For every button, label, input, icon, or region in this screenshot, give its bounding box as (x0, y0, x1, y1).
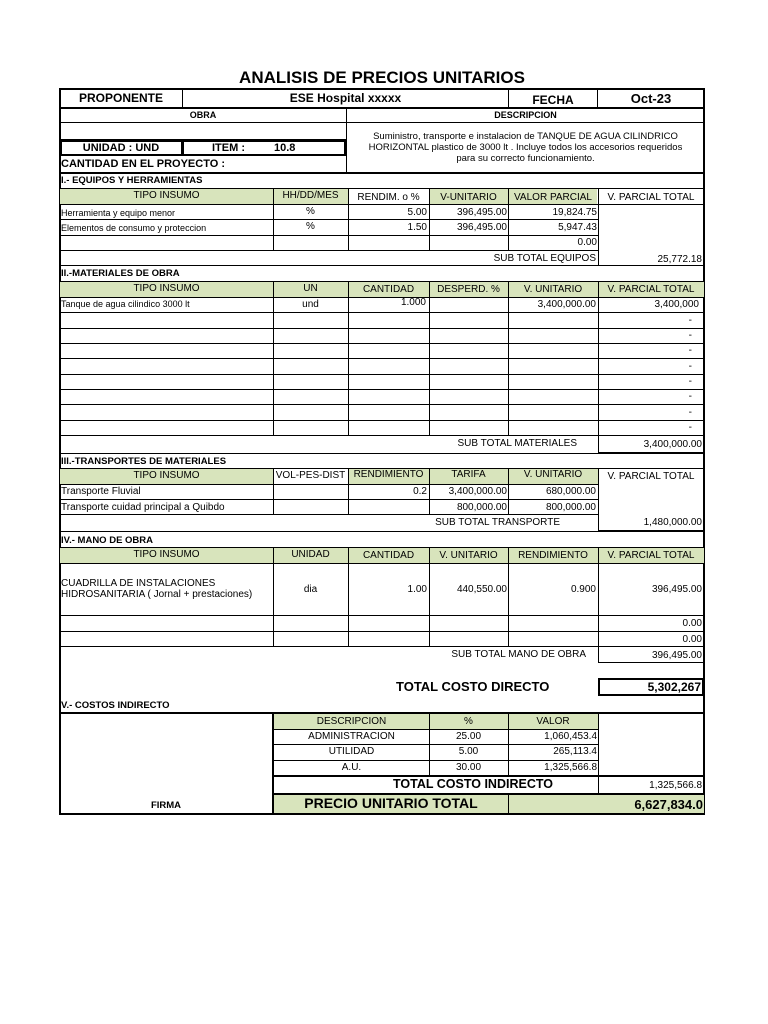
equipo-desc: Herramienta y equipo menor (61, 208, 176, 218)
col-header: UN (303, 283, 318, 294)
divider (274, 729, 598, 730)
material-total: - (688, 407, 692, 418)
cuadrilla-desc-line2: HIDROSANITARIA ( Jornal + prestaciones) (61, 589, 253, 600)
col-header: TIPO INSUMO (133, 549, 200, 560)
divider (60, 204, 704, 205)
material-total: 3,400,000 (654, 299, 699, 310)
col-header: % (464, 716, 473, 727)
fecha-value: Oct-23 (630, 91, 672, 106)
firma-label: FIRMA (150, 800, 182, 811)
transporte-rend: 0.2 (413, 486, 427, 497)
divider (60, 563, 704, 564)
fecha-label: FECHA (532, 93, 574, 107)
indirecto-pct: 25.00 (455, 731, 482, 742)
cuadrilla-rendimiento: 0.900 (570, 584, 596, 595)
mano-obra-total: 0.00 (682, 618, 702, 629)
material-unit: und (302, 299, 319, 310)
transporte-vunit: 680,000.00 (545, 486, 596, 497)
proponente-label: PROPONENTE (78, 91, 163, 105)
cuadrilla-unidad: dia (303, 584, 318, 595)
indirecto-desc: UTILIDAD (328, 746, 375, 757)
col-header: VALOR PARCIAL (514, 192, 592, 203)
col-header: TIPO INSUMO (133, 190, 200, 201)
material-total: - (688, 391, 692, 402)
divider (429, 281, 430, 435)
col-header: V. PARCIAL TOTAL (607, 192, 695, 203)
equipo-rend: 5.00 (407, 207, 427, 218)
equipo-vparcial: 0.00 (577, 237, 597, 248)
equipo-unit: % (306, 221, 315, 232)
col-header: V. UNITARIO (439, 550, 498, 561)
total-costo-indirecto-label: TOTAL COSTO INDIRECTO (393, 777, 553, 791)
divider (273, 547, 274, 646)
col-header: DESPERD. % (437, 284, 500, 295)
col-header: TIPO INSUMO (133, 470, 200, 481)
col-header: DESCRIPCION (316, 716, 387, 727)
subtotal-equipos-label: SUB TOTAL EQUIPOS (493, 253, 596, 264)
divider (60, 122, 704, 123)
section-materiales-title: II.-MATERIALES DE OBRA (61, 268, 180, 279)
equipo-vunit: 396,495.00 (456, 222, 507, 233)
proponente-value: ESE Hospital xxxxx (289, 91, 402, 105)
col-header: V. PARCIAL TOTAL (607, 471, 695, 482)
material-total: - (688, 330, 692, 341)
col-header: V. PARCIAL TOTAL (607, 284, 695, 295)
material-vunit: 3,400,000.00 (537, 299, 596, 310)
divider (60, 107, 704, 109)
col-header: RENDIMIENTO (518, 550, 588, 561)
divider (60, 219, 598, 220)
divider (60, 281, 704, 282)
col-header: UNIDAD (291, 549, 330, 560)
material-cantidad: 1.000 (400, 297, 426, 308)
unidad-label: UNIDAD : UND (82, 142, 160, 154)
total-costo-directo-value: 5,302,267 (647, 680, 701, 694)
total-costo-indirecto-value: 1,325,566.8 (649, 780, 702, 791)
divider (60, 615, 704, 616)
cuadrilla-total: 396,495.00 (651, 584, 702, 595)
indirecto-valor: 1,325,566.8 (544, 762, 597, 773)
descripcion-line: para su correcto funcionamiento. (456, 153, 595, 164)
item-label: ITEM : (212, 142, 245, 154)
col-header: V. PARCIAL TOTAL (607, 550, 695, 561)
material-total: - (688, 376, 692, 387)
subtotal-transporte-value: 1,480,000.00 (643, 517, 702, 528)
indirecto-valor: 265,113.4 (553, 746, 597, 757)
divider (429, 547, 430, 646)
divider (60, 420, 704, 421)
precio-unitario-value: 6,627,834.0 (634, 797, 703, 812)
material-total: - (688, 422, 692, 433)
section-equipos-title: I.- EQUIPOS Y HERRAMIENTAS (61, 175, 203, 186)
divider (274, 744, 598, 745)
material-total: - (688, 361, 692, 372)
col-header: RENDIM. o % (357, 192, 420, 203)
col-header: CANTIDAD (362, 284, 415, 295)
divider (60, 453, 704, 454)
divider (60, 374, 704, 375)
material-total: - (688, 315, 692, 326)
equipo-vunit: 396,495.00 (456, 207, 507, 218)
equipo-desc: Elementos de consumo y proteccion (61, 223, 207, 233)
subtotal-mano-obra-value: 396,495.00 (651, 650, 702, 661)
mano-obra-total: 0.00 (682, 634, 702, 645)
divider (60, 547, 704, 548)
divider (60, 358, 704, 359)
divider (598, 662, 704, 663)
divider (60, 328, 704, 329)
transporte-tarifa: 800,000.00 (456, 502, 507, 513)
col-header: RENDIMIENTO (353, 469, 424, 480)
cuadrilla-cantidad: 1.00 (407, 584, 427, 595)
divider (348, 547, 349, 646)
divider (60, 435, 704, 436)
item-box (182, 140, 346, 156)
col-header: TIPO INSUMO (133, 283, 200, 294)
indirecto-desc: ADMINISTRACION (308, 731, 395, 742)
divider (60, 188, 704, 189)
divider (60, 312, 704, 313)
divider (60, 172, 704, 174)
section-indirectos-title: V.- COSTOS INDIRECTO (61, 700, 170, 711)
col-header: V-UNITARIO (440, 192, 497, 203)
subtotal-transporte-label: SUB TOTAL TRANSPORTE (435, 517, 560, 528)
col-header: VOL-PES-DIST (275, 470, 346, 481)
col-header: V. UNITARIO (523, 469, 583, 480)
subtotal-equipos-value: 25,772.18 (657, 254, 702, 265)
divider (274, 760, 598, 761)
divider (60, 646, 704, 647)
equipo-rend: 1.50 (407, 222, 427, 233)
divider (60, 631, 704, 632)
transporte-desc: Transporte cuidad principal a Quibdo (61, 502, 225, 513)
divider (60, 235, 598, 236)
subtotal-mano-obra-label: SUB TOTAL MANO DE OBRA (451, 649, 586, 660)
material-desc: Tanque de agua cilindico 3000 lt (61, 299, 190, 309)
cuadrilla-vunit: 440,550.00 (456, 584, 507, 595)
equipo-vparcial: 5,947.43 (558, 222, 597, 233)
divider (60, 531, 704, 532)
indirecto-desc: A.U. (341, 762, 362, 773)
subtotal-materiales-label: SUB TOTAL MATERIALES (457, 438, 577, 449)
obra-label: OBRA (189, 110, 217, 120)
cuadrilla-desc-line1: CUADRILLA DE INSTALACIONES (61, 578, 216, 589)
divider (60, 389, 704, 390)
divider (60, 265, 704, 266)
col-header: HH/DD/MES (282, 190, 339, 201)
divider (60, 250, 598, 251)
cantidad-proyecto-label: CANTIDAD EN EL PROYECTO : (61, 158, 225, 170)
indirecto-valor: 1,060,453.4 (544, 731, 597, 742)
divider (60, 484, 598, 485)
item-value: 10.8 (274, 142, 296, 154)
descripcion-line: Suministro, transporte e instalacion de TANQUE DE AGUA CILINDRICO (373, 131, 678, 142)
divider (60, 514, 598, 515)
equipo-unit: % (306, 206, 315, 217)
col-header: V. UNITARIO (523, 284, 583, 295)
subtotal-materiales-value: 3,400,000.00 (643, 439, 702, 450)
section-mano-obra-title: IV.- MANO DE OBRA (61, 535, 154, 546)
col-header: CANTIDAD (362, 550, 415, 561)
divider (508, 547, 509, 646)
total-costo-directo-label: TOTAL COSTO DIRECTO (396, 679, 550, 694)
indirecto-pct: 5.00 (458, 746, 479, 757)
transporte-tarifa: 3,400,000.00 (448, 486, 507, 497)
col-header: VALOR (536, 716, 570, 727)
descripcion-line: HORIZONTAL plastico de 3000 lt . Incluye todos los accesorios requeridos (368, 142, 683, 153)
transporte-vunit: 800,000.00 (545, 502, 596, 513)
indirecto-pct: 30.00 (455, 762, 482, 773)
equipo-vparcial: 19,824.75 (552, 207, 597, 218)
material-total: - (688, 345, 692, 356)
precio-unitario-label: PRECIO UNITARIO TOTAL (304, 795, 478, 811)
divider (60, 499, 598, 500)
page-title: ANALISIS DE PRECIOS UNITARIOS (239, 68, 525, 87)
col-header: TARIFA (451, 469, 486, 480)
divider (60, 343, 704, 344)
transporte-desc: Transporte Fluvial (61, 486, 141, 497)
divider (60, 404, 704, 405)
descripcion-label: DESCRIPCION (494, 110, 557, 120)
section-transportes-title: III.-TRANSPORTES DE MATERIALES (61, 456, 227, 467)
